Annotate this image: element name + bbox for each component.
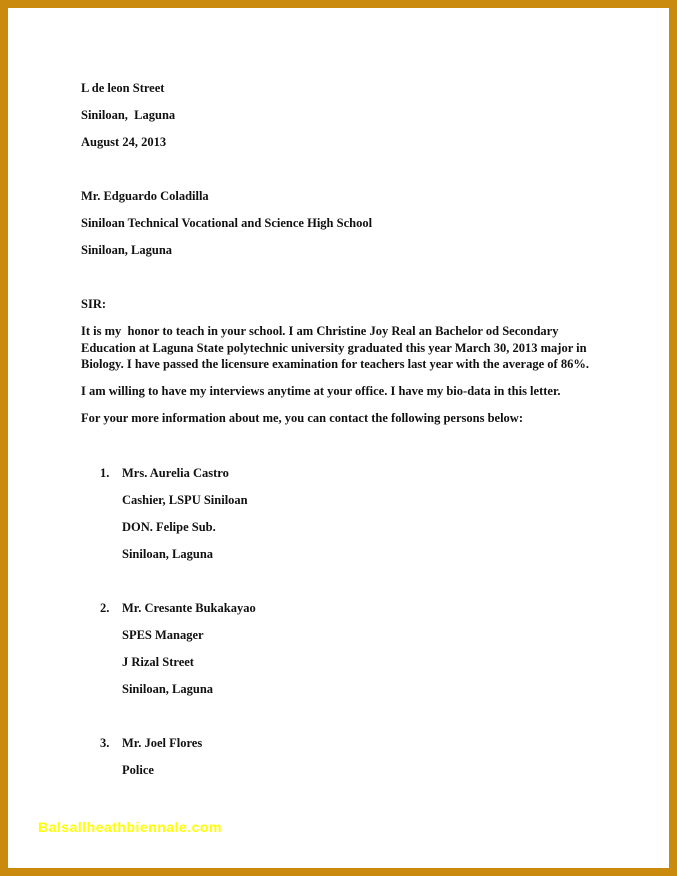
reference-number: 3. xyxy=(100,735,110,750)
salutation: SIR: xyxy=(81,297,107,311)
reference-line: Siniloan, Laguna xyxy=(122,546,214,561)
reference-item xyxy=(100,600,617,735)
body-paragraph-3 xyxy=(81,410,617,427)
sender-street: L de leon Street xyxy=(81,81,165,95)
body-paragraph-1-line: Education at Laguna State polytechnic university graduated this year March 30, 2013 major in xyxy=(81,340,587,355)
reference-name: Mrs. Aurelia Castro xyxy=(122,465,229,480)
watermark-site-name: Balsallheathbiennale.com xyxy=(38,819,222,835)
recipient-school: Siniloan Technical Vocational and Science High School xyxy=(81,216,373,230)
body-paragraph-1-line: It is my honor to teach in your school. I am Christine Joy Real an Bachelor od Secondary xyxy=(81,324,559,338)
body-paragraph-1 xyxy=(81,323,617,373)
reference-line: Siniloan, Laguna xyxy=(122,681,214,696)
reference-number: 1. xyxy=(100,465,110,480)
letter-document xyxy=(81,80,617,789)
reference-name: Mr. Joel Flores xyxy=(122,735,203,750)
reference-number: 2. xyxy=(100,600,110,615)
reference-item xyxy=(100,465,617,600)
body-paragraph-3-line: For your more information about me, you can contact the following persons below: xyxy=(81,411,523,425)
sender-city: Siniloan, Laguna xyxy=(81,108,176,122)
reference-line: J Rizal Street xyxy=(122,654,194,669)
body-paragraph-1-line: Biology. I have passed the licensure examination for teachers last year with the average of 86%. xyxy=(81,357,589,371)
recipient-city: Siniloan, Laguna xyxy=(81,243,173,257)
reference-line: Police xyxy=(122,762,154,777)
reference-line: SPES Manager xyxy=(122,627,204,642)
recipient-name: Mr. Edguardo Coladilla xyxy=(81,189,209,203)
reference-name: Mr. Cresante Bukakayao xyxy=(122,600,256,615)
letter-date: August 24, 2013 xyxy=(81,135,167,149)
body-paragraph-2-line: I am willing to have my interviews anytime at your office. I have my bio-data in this letter. xyxy=(81,384,561,398)
reference-item xyxy=(100,735,617,789)
reference-line: DON. Felipe Sub. xyxy=(122,519,216,534)
reference-line: Cashier, LSPU Siniloan xyxy=(122,492,248,507)
body-paragraph-2 xyxy=(81,383,617,400)
